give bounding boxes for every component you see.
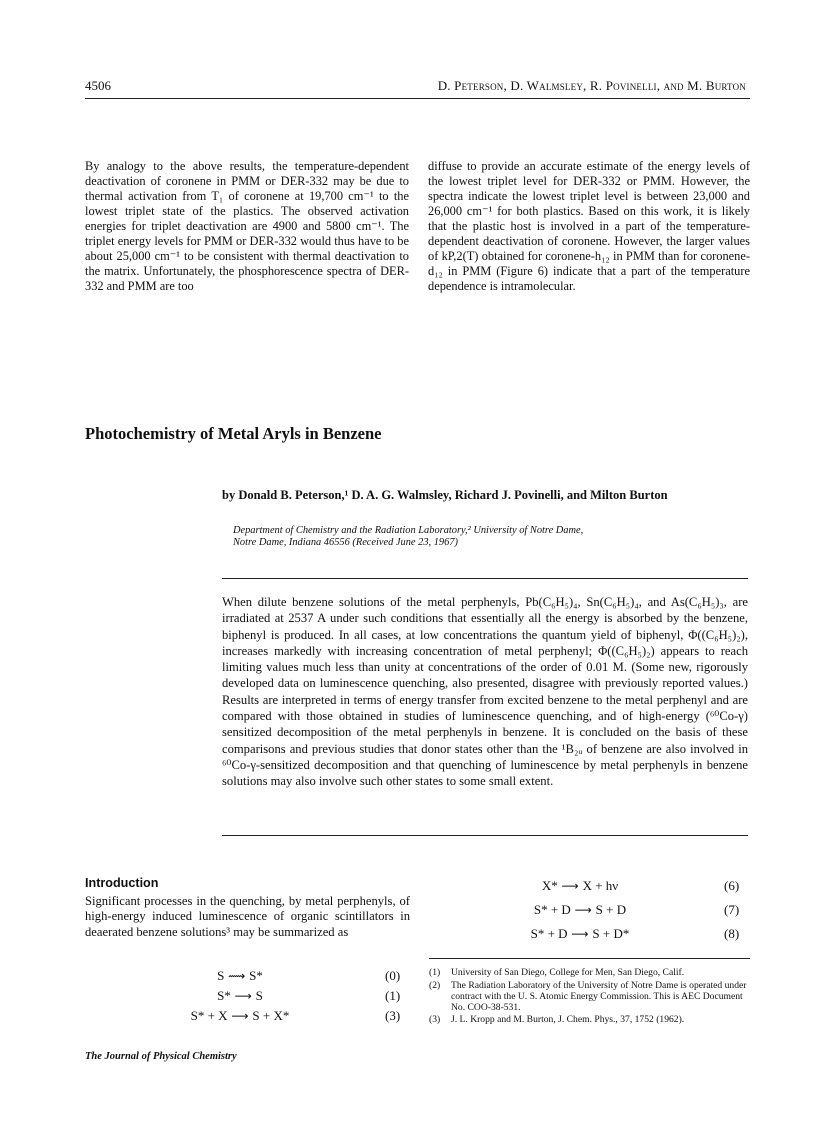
equation-number: (6)	[724, 878, 740, 893]
abstract-text: When dilute benzene solutions of the metal perphenyls, Pb(C₆H₅)₄, Sn(C₆H₅)₄, and As(C₆H₅)₃, are irradiated at 2537 A under such conditions that essentially all the energy is absorbed by the benzene, biphenyl is produced. In all cases, at low concentrations the quantum yield of biphenyl, Φ((C₆H₅)₂), increases markedly with increasing concentration of metal perphenyl; Φ((C₆H₅)₂) appears to reach limiting values much less than unity at concentrations of the order of 0.01 M. (Some new, rigorously developed data on luminescence quenching, also presented, disagree with previously reported values.) Results are interpreted in terms of energy transfer from excited benzene to the metal perphenyl and are compared with those obtained in studies of luminescence quenching, and of high-energy (⁶⁰Co-γ) sensitized decomposition of the metal perphenyls in benzene. It is concluded on the basis of these comparisons and previous studies that donor states other than the ¹B₂ᵤ of benzene are also involved in ⁶⁰Co-γ-sensitized decomposition and that quenching of luminescence by metal perphenyls in benzene solutions may also involve such other states to some small extent.	[222, 595, 748, 789]
top-right-column	[428, 159, 750, 294]
equation-lhs: X*	[541, 878, 558, 893]
journal-name: The Journal of Physical Chemistry	[85, 1051, 237, 1062]
equation-arrow: ⟶	[570, 903, 596, 917]
footnote	[429, 1014, 751, 1025]
equation-arrow: ⟿	[224, 969, 250, 983]
equation-lhs: S*	[217, 988, 231, 1003]
equation-number: (3)	[385, 1008, 401, 1023]
equation	[490, 902, 670, 918]
abstract-top-rule	[222, 578, 748, 579]
introduction-text: Significant processes in the quenching, by metal perphenyls, of high-energy induced luminescence of organic scintillators in deaerated benzene solutions³ may be summarized as	[85, 894, 410, 939]
footnote-text: J. L. Kropp and M. Burton, J. Chem. Phys., 37, 1752 (1962).	[451, 1014, 685, 1025]
equation	[490, 926, 670, 942]
top-right-paragraph: diffuse to provide an accurate estimate of the energy levels of the lowest triplet level for DER-332 or PMM. However, the spectra indicate the lowest triplet level is between 23,000 and 26,000 cm⁻¹ for both plastics. Based on this work, it is likely that the plastic host is involved in a part of the temperature-dependent deactivation of coronene. However, the larger values of kP,2(T) obtained for coronene-h₁₂ in PMM than for coronene-d₁₂ in PMM (Figure 6) indicate that a part of the temperature dependence is intramolecular.	[428, 159, 750, 293]
equation-number: (0)	[385, 968, 401, 983]
footnote-number: (1)	[429, 967, 441, 978]
footnote-number: (3)	[429, 1014, 441, 1025]
equation-lhs: S	[217, 968, 225, 983]
equation-rhs: S + D*	[592, 926, 630, 941]
equation-number: (7)	[724, 902, 740, 917]
running-title: D. Peterson, D. Walmsley, R. Povinelli, and M. Burton	[437, 78, 746, 93]
top-left-column	[85, 159, 409, 294]
footnote-text: University of San Diego, College for Men, San Diego, Calif.	[451, 967, 685, 978]
equation-rhs: S + D	[595, 902, 627, 917]
footnote	[429, 967, 751, 978]
equation-lhs: S* + D	[533, 902, 571, 917]
abstract	[222, 594, 748, 790]
equation-rhs: X + hν	[582, 878, 619, 893]
affiliation-line-1: Department of Chemistry and the Radiation Laboratory,² University of Notre Dame,	[233, 525, 584, 536]
article-title: Photochemistry of Metal Aryls in Benzene	[85, 424, 382, 443]
equation-lhs: S* + X	[190, 1008, 228, 1023]
page-number: 4506	[85, 78, 111, 93]
equation-arrow: ⟶	[230, 989, 256, 1003]
footnote-number: (2)	[429, 980, 441, 991]
equation-rhs: S	[255, 988, 263, 1003]
footnote-rule	[429, 958, 750, 959]
header-rule	[85, 98, 750, 99]
footnote	[429, 980, 751, 1013]
footnote-text: The Radiation Laboratory of the University of Notre Dame is operated under contract with the U. S. Atomic Energy Commission. This is AEC Document No. COO-38-531.	[451, 980, 747, 1013]
article-affiliation	[233, 525, 583, 549]
equation-lhs: S* + D	[530, 926, 568, 941]
section-heading-introduction: Introduction	[85, 876, 159, 890]
affiliation-line-2: Notre Dame, Indiana 46556 (Received June 23, 1967)	[233, 537, 458, 548]
equation	[150, 1008, 330, 1024]
equation-rhs: S + X*	[252, 1008, 290, 1023]
equation	[490, 878, 670, 894]
equation	[150, 968, 330, 984]
equation-arrow: ⟶	[557, 879, 583, 893]
top-left-paragraph: By analogy to the above results, the temperature-dependent deactivation of coronene in PMM or DER-332 may be due to thermal activation from T₁ of coronene at 19,700 cm⁻¹ to the lowest triplet state of the plastics. The observed activation energies for triplet deactivation are 4900 and 5800 cm⁻¹. The triplet energy levels for PMM or DER-332 would thus have to be about 25,000 cm⁻¹ to be consistent with thermal deactivation to the matrix. Unfortunately, the phosphorescence spectra of DER-332 and PMM are too	[85, 159, 409, 293]
equation-number: (1)	[385, 988, 401, 1003]
equation-arrow: ⟶	[227, 1009, 253, 1023]
abstract-bottom-rule	[222, 835, 748, 836]
equation-number: (8)	[724, 926, 740, 941]
equation-rhs: S*	[249, 968, 263, 983]
article-authors: by Donald B. Peterson,¹ D. A. G. Walmsley, Richard J. Povinelli, and Milton Burton	[222, 488, 668, 502]
equation-arrow: ⟶	[567, 927, 593, 941]
equation	[150, 988, 330, 1004]
